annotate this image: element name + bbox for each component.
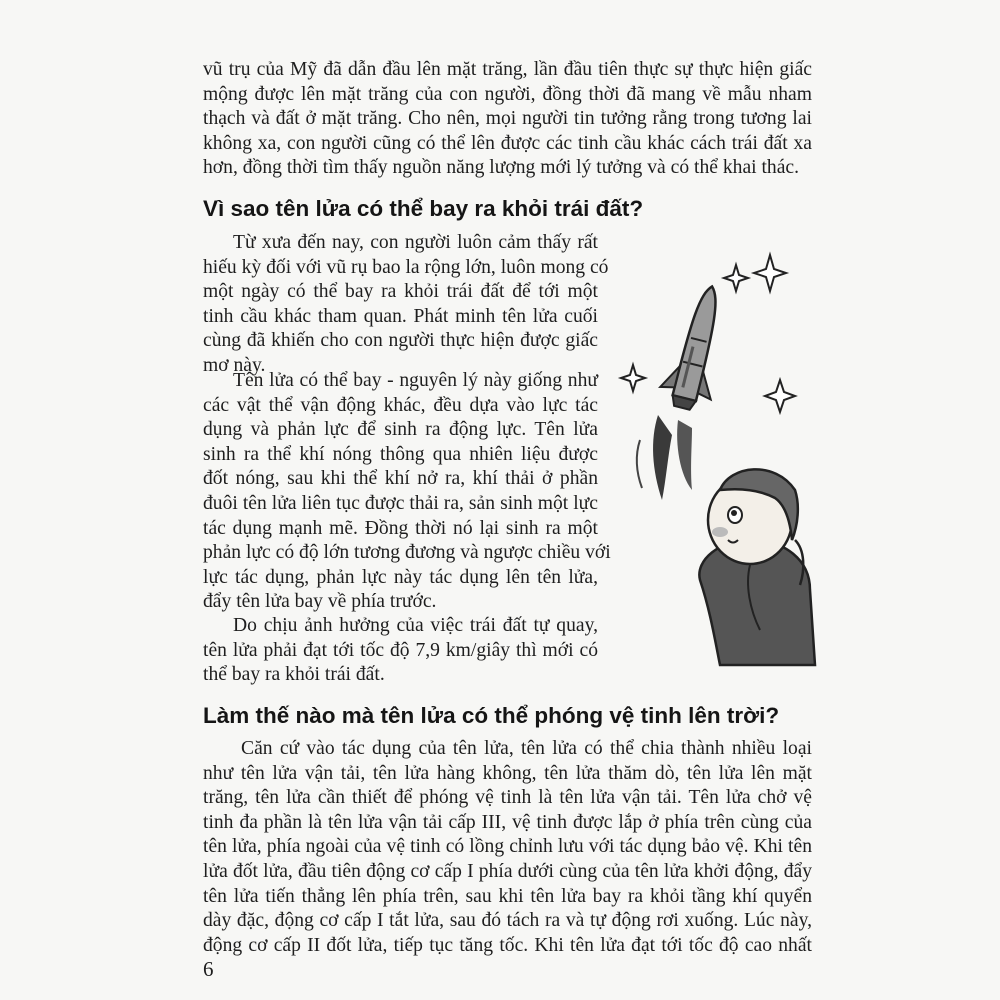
text-line: tinh cầu khác tham quan. Phát minh tên lửa cuối: [203, 305, 598, 327]
text-line: một ngày có thể bay ra khỏi trái đất để tới một: [203, 281, 598, 303]
rocket-exhaust: [677, 420, 692, 490]
text-line: không xa, con người cũng có thể lên được các tinh cầu khác cách trái đất xa: [203, 132, 812, 154]
section1-paragraph-1: [203, 231, 609, 379]
child-figure: [699, 469, 815, 665]
text-line: đuôi tên lửa liên tục được thải ra, sản sinh một lực: [203, 492, 598, 514]
text-line: dụng và phản lực để sinh ra động lực. Tên lửa: [203, 419, 598, 441]
text-line: như tên lửa vận tải, tên lửa hàng không, tên lửa thăm dò, tên lửa lên mặt: [203, 762, 812, 784]
text-line: thể bay ra khỏi trái đất.: [203, 664, 385, 686]
text-line: tên lửa phải đạt tới tốc độ 7,9 km/giây thì mới có: [203, 639, 598, 661]
text-line: phản lực có độ lớn tương đương và ngược chiều với: [203, 542, 611, 564]
section-heading-rocket-escape: Vì sao tên lửa có thể bay ra khỏi trái đất?: [203, 196, 644, 221]
section1-paragraph-3: [203, 614, 598, 688]
section2-paragraph-1: [203, 737, 812, 958]
text-line: dày đặc, động cơ cấp I tắt lửa, sau đó tách ra và tự động rơi xuống. Lúc này,: [203, 910, 812, 932]
text-line: lực tác dụng, phản lực này tác dụng lên tên lửa,: [203, 566, 598, 588]
text-line: sinh ra thể khí nóng thông qua nhiên liệu được: [203, 443, 598, 465]
star-icon: [724, 265, 748, 291]
text-line: tên lửa tiến thẳng lên phía trên, sau khi tên lửa bay ra khỏi tầng khí quyển: [203, 885, 812, 907]
text-line: hiếu kỳ đối với vũ rụ bao la rộng lớn, luôn mong có: [203, 256, 609, 278]
rocket-exhaust: [653, 415, 672, 500]
star-icon: [754, 255, 786, 291]
text-line: cùng đã khiến cho con người thực hiện được giấc: [203, 330, 598, 352]
text-line: hơn, đồng thời tìm thấy nguồn năng lượng mới lý tưởng và có thể khai thác.: [203, 157, 800, 179]
text-line: tác dụng mạnh mẽ. Đồng thời nó lại sinh ra một: [203, 517, 598, 539]
rocket-and-child-illustration: [600, 240, 840, 670]
text-line: Căn cứ vào tác dụng của tên lửa, tên lửa có thể chia thành nhiều loại: [241, 738, 812, 759]
text-line: các vật thể vận động khác, đều dựa vào lực tác: [203, 394, 598, 416]
text-line: Tên lửa có thể bay - nguyên lý này giống như: [233, 370, 598, 391]
intro-paragraph: [203, 58, 812, 181]
text-line: vũ trụ của Mỹ đã dẫn đầu lên mặt trăng, lần đầu tiên thực sự thực hiện giấc: [203, 59, 812, 80]
page-number: 6: [203, 957, 214, 981]
text-line: thạch và đất ở mặt trăng. Cho nên, mọi người tin tưởng rằng trong tương lai: [203, 108, 812, 130]
text-line: mộng được lên mặt trăng của con người, đồng thời đã mang về mẫu nham: [203, 83, 812, 105]
rocket-icon: [657, 280, 738, 414]
text-line: Từ xưa đến nay, con người luôn cảm thấy rất: [233, 232, 598, 253]
text-line: đẩy tên lửa bay về phía trước.: [203, 591, 437, 613]
text-line: lửa đốt lửa, đầu tiên động cơ cấp I phía dưới cùng của tên lửa khởi động, đẩy: [203, 860, 812, 882]
section-heading-satellite-launch: Làm thế nào mà tên lửa có thể phóng vệ tinh lên trời?: [203, 703, 780, 728]
star-icon: [621, 365, 645, 391]
text-line: Do chịu ảnh hưởng của việc trái đất tự quay,: [233, 615, 598, 636]
text-line: tên lửa, phía ngoài của vệ tinh có lồng chỉnh lưu với tác dụng bảo vệ. Khi tên: [203, 836, 812, 858]
star-icon: [765, 380, 795, 412]
section1-paragraph-2: [203, 369, 611, 615]
text-line: đốt nóng, sau khi thể khí nở ra, khí thải ở phần: [203, 468, 598, 490]
text-line: mơ này.: [203, 354, 266, 376]
text-line: động cơ cấp II đốt lửa, tiếp tục tăng tốc. Khi tên lửa đạt tới tốc độ cao nhất: [203, 934, 812, 956]
text-line: tinh đa phần là tên lửa vận tải cấp III, vệ tinh được lắp ở phía trên cùng của: [203, 811, 812, 833]
text-line: trăng, tên lửa cần thiết để phóng vệ tinh là tên lửa vận tải. Tên lửa chở vệ: [203, 787, 812, 809]
